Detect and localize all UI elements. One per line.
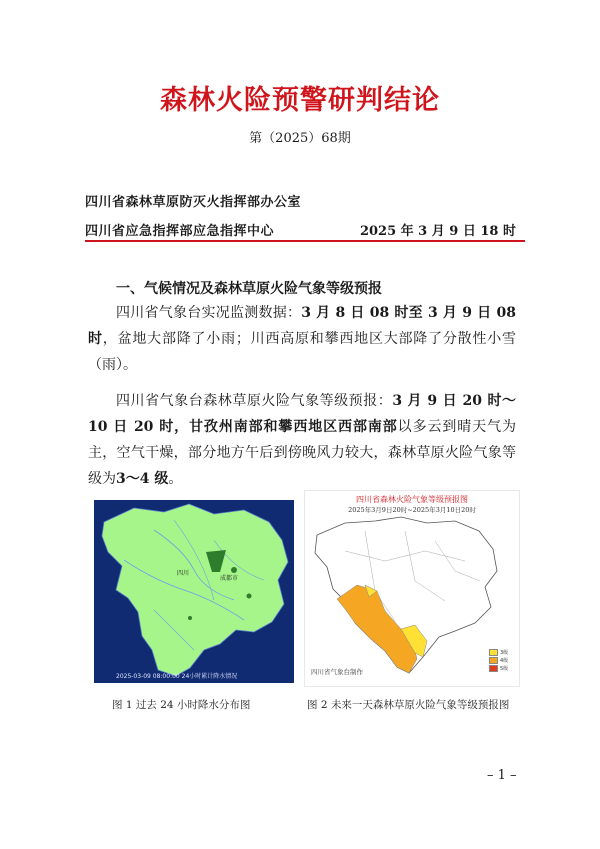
legend-label: 5级 [500,666,509,672]
forecast-paragraph [88,388,516,492]
precipitation-map-graphic [94,500,294,683]
sichuan-land [102,504,288,676]
observation-period: 3 月 8 日 08 时至 3 月 9 日 08 时 [88,305,517,347]
issuing-office: 四川省森林草原防灭火指挥部办公室 [85,195,302,210]
observation-lead: 四川省气象台实况监测数据： [116,305,302,321]
legend-label: 4级 [500,658,509,664]
forecast-period-region: 3 月 9 日 20 时～10 日 20 时，甘孜州南部和攀西地区西部南部 [88,393,516,435]
legend-swatch [489,665,498,672]
fire-danger-level: 3～4 级 [116,471,169,487]
place-label: 四川 [177,570,190,577]
figure1-caption: 图 1 过去 24 小时降水分布图 [112,699,251,711]
legend-item [489,657,513,664]
precipitation-map [94,500,294,683]
page-number: – 1 – [487,768,517,783]
place-label: 成都市 [220,575,239,582]
observation-paragraph [88,300,516,378]
legend-swatch [489,649,498,656]
forecast-lead: 四川省气象台森林草原火险气象等级预报： [116,393,393,409]
document-title: 森林火险预警研判结论 [160,85,440,116]
issue-number: 第（2025）68期 [249,131,351,146]
map-timestamp: 2025-03-09 08:00:00 24小时累计降水情况 [116,673,238,680]
section-heading: 一、气候情况及森林草原火险气象等级预报 [116,281,382,297]
header-divider [85,240,525,242]
legend-item [489,649,513,656]
legend-swatch [489,657,498,664]
observation-detail: ，盆地大部降了小雨；川西高原和攀西地区大部降了分散性小雪（雨）。 [88,331,517,373]
issue-date: 2025 年 3 月 9 日 18 时 [359,224,516,239]
forecast-end: 。 [168,471,183,487]
command-center: 四川省应急指挥部应急指挥中心 [85,224,275,239]
map-credit: 四川省气象台制作 [311,668,363,676]
forecast-detail: 以多云到晴天气为主，空气干燥，部分地方午后到傍晚风力较大，森林草原火险气象等级为 [88,419,516,487]
legend-label: 3级 [500,650,509,656]
legend-item [489,665,513,672]
map-title: 四川省森林火险气象等级预报图 [356,495,468,504]
map-legend [489,648,513,672]
fire-danger-map-graphic [305,491,519,686]
map-subtitle: 2025年3月9日20时~2025年3月10日20时 [348,506,476,514]
fire-danger-map [304,490,520,687]
figure2-caption: 图 2 未来一天森林草原火险气象等级预报图 [307,699,510,711]
